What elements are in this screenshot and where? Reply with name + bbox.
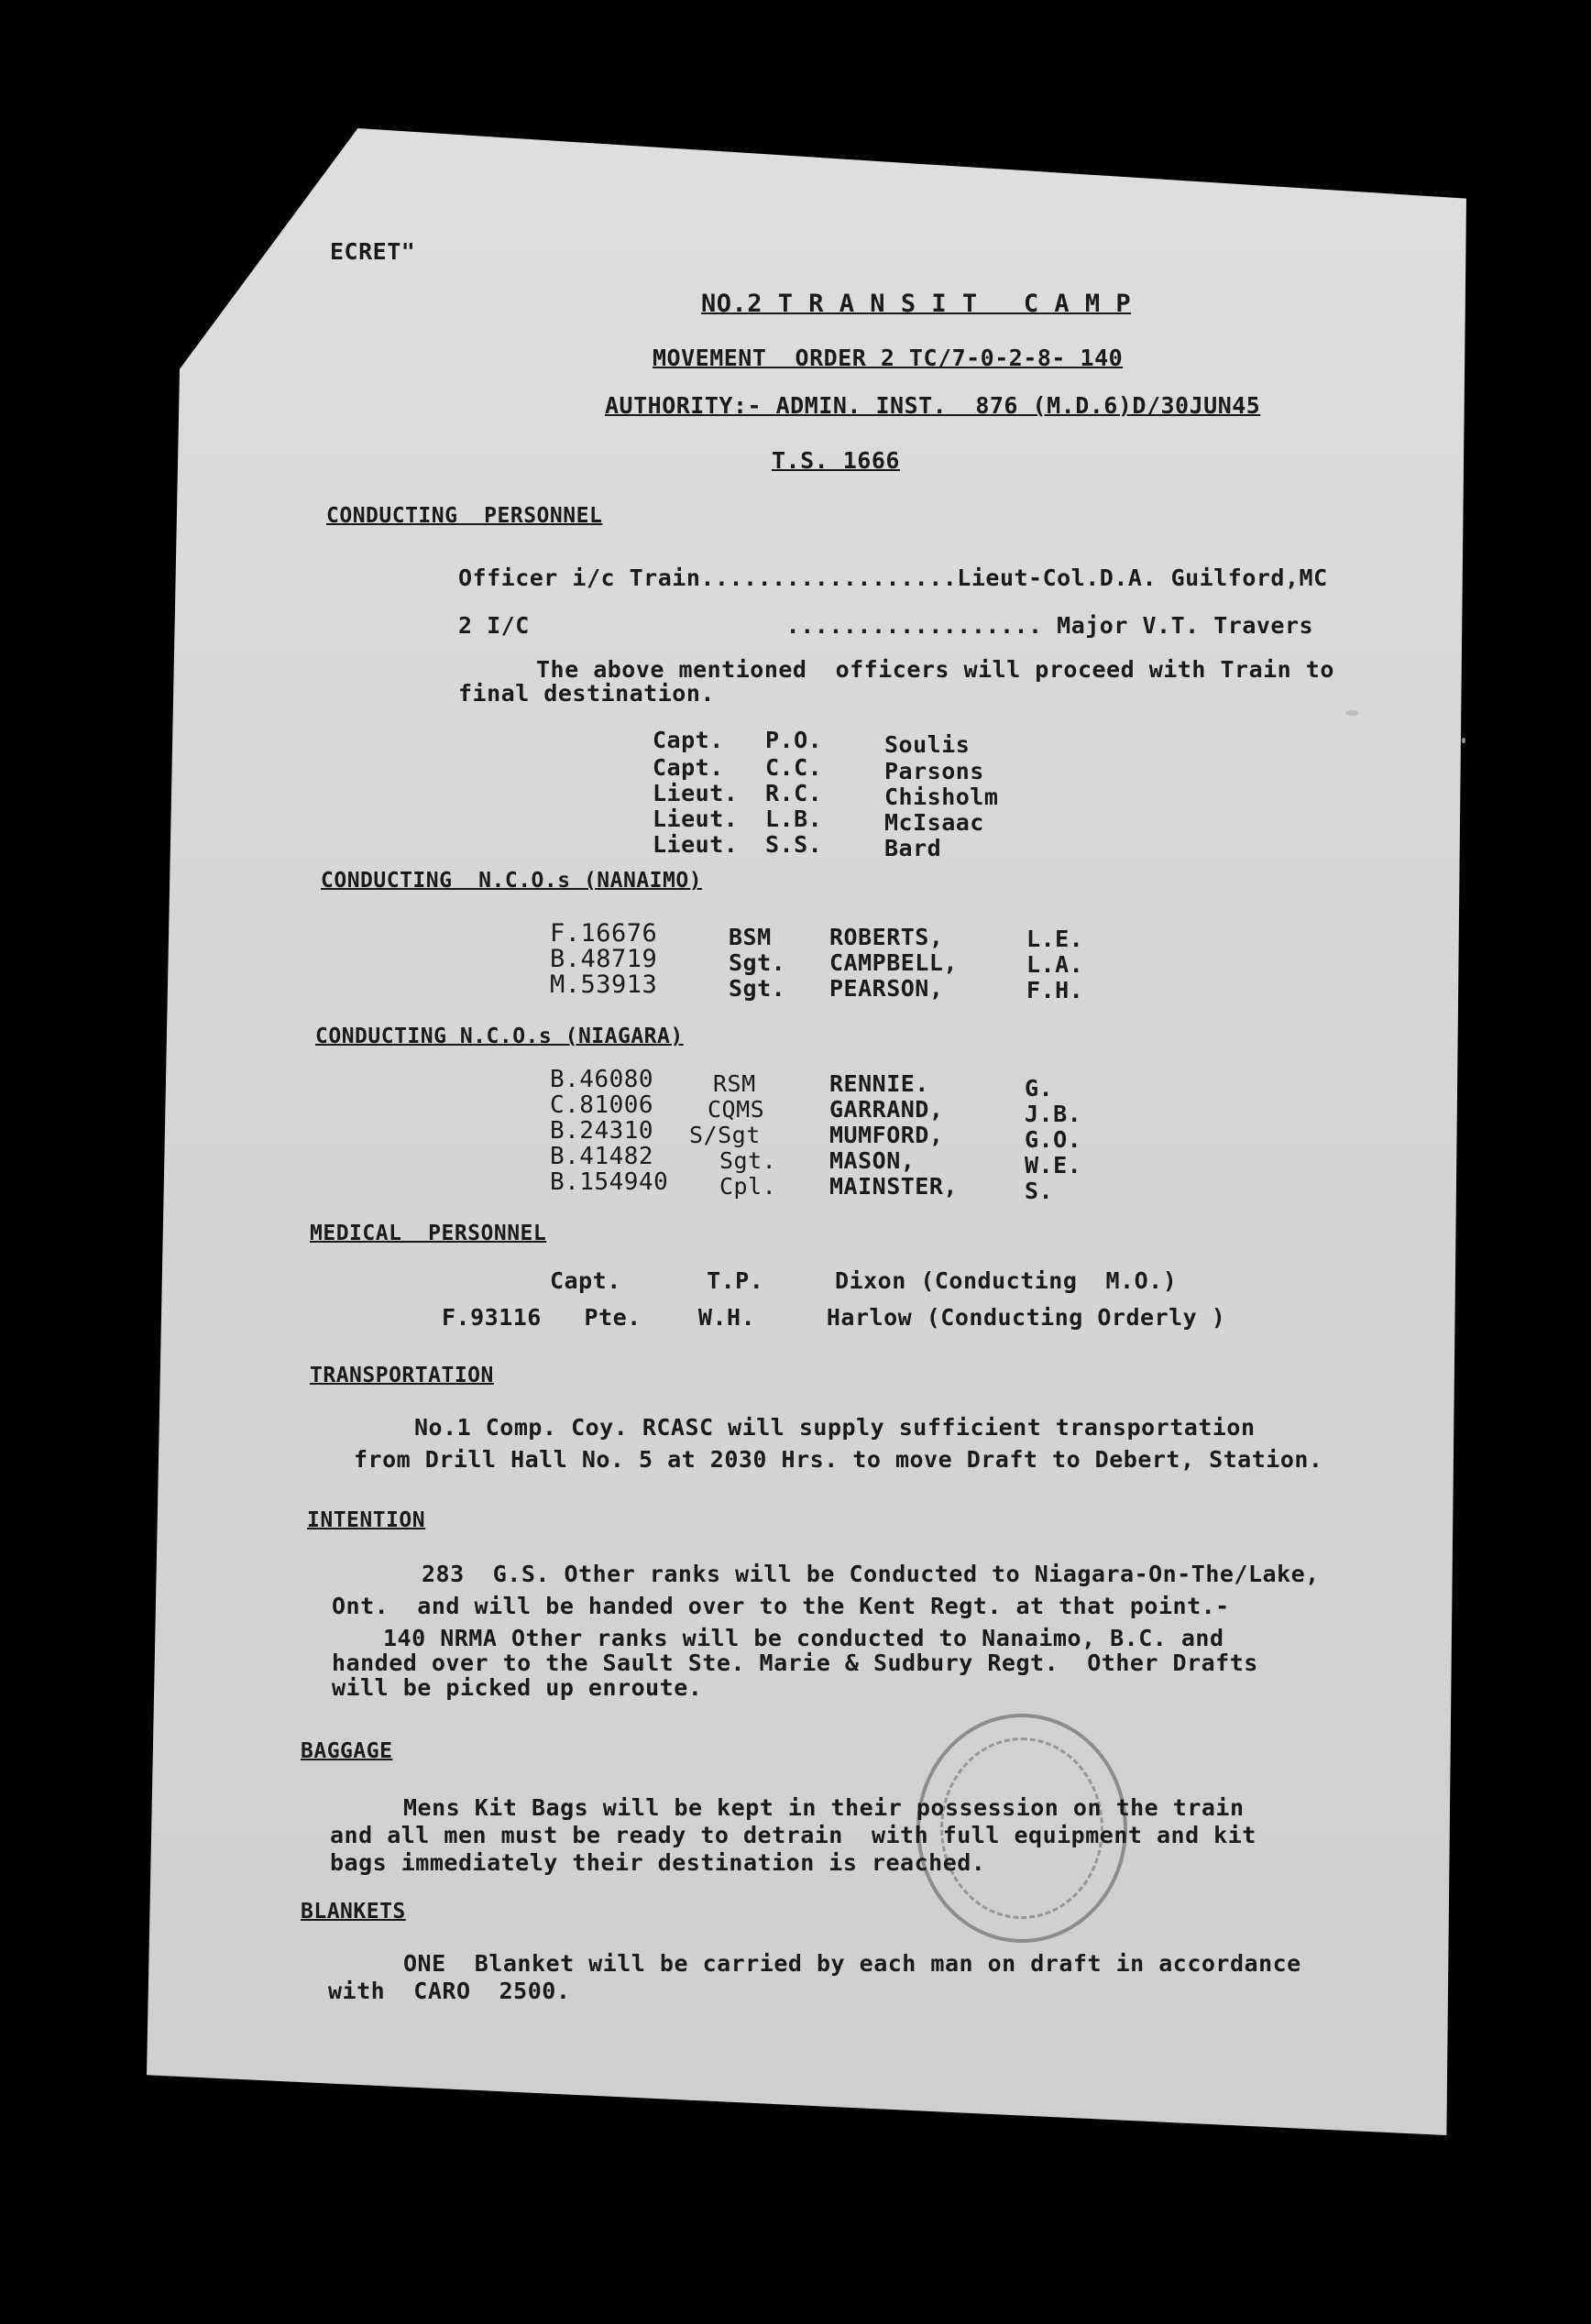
officer-initials: L.B. [765,806,823,832]
officer-initials: R.C. [765,780,823,806]
officer-name: Soulis [884,731,971,758]
classification-mark: ECRET" [330,238,416,265]
intention-text: 283 G.S. Other ranks will be Conducted to Niagara-On-The/Lake, [422,1561,1320,1587]
officer-initials: P.O. [765,727,823,753]
paper-mark [1462,738,1465,743]
officer-rank: Lieut. [653,831,739,858]
officer-name: Parsons [884,758,984,784]
nco-initials: W.E. [1025,1152,1082,1178]
nco-initials: G.O. [1025,1126,1082,1153]
nco-name: RENNIE. [829,1070,929,1097]
blankets-text: ONE Blanket will be carried by each man on draft in accordance [403,1950,1301,1977]
officer-rank: Capt. [653,754,724,781]
movement-order-line: MOVEMENT ORDER 2 TC/7-0-2-8- 140 [653,345,1124,371]
transportation-text: No.1 Comp. Coy. RCASC will supply sufficient transportation [414,1414,1256,1441]
baggage-text: Mens Kit Bags will be kept in their possession on the train [403,1794,1245,1821]
nco-name: MAINSTER, [829,1173,958,1200]
transportation-text: from Drill Hall No. 5 at 2030 Hrs. to move Draft to Debert, Station. [354,1446,1323,1473]
nco-rank: Sgt. [719,1147,777,1174]
officer-rank: Lieut. [653,780,739,806]
service-number: M.53913 [550,970,658,999]
intention-text: Ont. and will be handed over to the Kent Regt. at that point.- [332,1593,1230,1619]
section-heading-medical-personnel: MEDICAL PERSONNEL [310,1222,547,1245]
officer-initials: S.S. [765,831,823,858]
officer-rank: Capt. [653,727,724,753]
section-heading-baggage: BAGGAGE [301,1739,393,1763]
service-number: B.46080 [550,1066,654,1093]
officers-note-line: final destination. [458,680,715,707]
section-heading-conducting-personnel: CONDUCTING PERSONNEL [326,504,603,528]
officers-note-line: The above mentioned officers will proceed with Train to [536,656,1334,683]
second-in-command-line: 2 I/C .................. Major V.T. Travers [458,612,1314,639]
authority-line: AUTHORITY:- ADMIN. INST. 876 (M.D.6)D/30JUN45 [605,392,1261,419]
service-number: F.16676 [550,919,658,948]
nco-initials: G. [1025,1075,1054,1102]
nco-name: GARRAND, [829,1096,944,1123]
nco-rank: S/Sgt [689,1122,761,1148]
officer-name: Bard [884,835,942,861]
nco-rank: BSM [729,924,772,950]
nco-name: CAMPBELL, [829,949,958,976]
officer-initials: C.C. [765,754,823,781]
nco-initials: L.E. [1026,926,1084,952]
baggage-text: bags immediately their destination is reached. [330,1849,986,1876]
document-title: NO.2 T R A N S I T C A M P [701,290,1132,318]
nco-name: ROBERTS, [829,924,944,950]
officer-rank: Lieut. [653,806,739,832]
medical-line: Capt. T.P. Dixon (Conducting M.O.) [550,1267,1178,1294]
paper-mark [1345,710,1358,716]
nco-initials: F.H. [1026,977,1084,1003]
blankets-text: with CARO 2500. [328,1978,571,2004]
service-number: B.41482 [550,1143,654,1170]
service-number: C.81006 [550,1091,654,1119]
service-number: B.48719 [550,945,658,973]
baggage-text: and all men must be ready to detrain with full equipment and kit [330,1822,1256,1848]
section-heading-intention: INTENTION [307,1508,426,1532]
nco-initials: L.A. [1026,951,1084,978]
section-heading-transportation: TRANSPORTATION [310,1364,494,1387]
section-heading-blankets: BLANKETS [301,1900,406,1924]
nco-name: MUMFORD, [829,1122,944,1148]
nco-rank: RSM [713,1070,756,1097]
nco-rank: Sgt. [729,975,786,1002]
service-number: B.24310 [550,1117,654,1145]
nco-rank: CQMS [708,1096,765,1123]
section-heading-ncos-niagara: CONDUCTING N.C.O.s (NIAGARA) [315,1025,684,1048]
intention-text: 140 NRMA Other ranks will be conducted to Nanaimo, B.C. and [383,1625,1224,1651]
ts-number: T.S. 1666 [772,447,900,474]
officer-name: McIsaac [884,809,984,836]
nco-rank: Cpl. [719,1173,777,1200]
section-heading-ncos-nanaimo: CONDUCTING N.C.O.s (NANAIMO) [321,869,703,893]
nco-rank: Sgt. [729,949,786,976]
officer-in-charge-line: Officer i/c Train..................Lieut-Col.D.A. Guilford,MC [458,565,1328,591]
nco-initials: J.B. [1025,1101,1082,1127]
intention-text: handed over to the Sault Ste. Marie & Sudbury Regt. Other Drafts [332,1650,1258,1676]
service-number: B.154940 [550,1168,669,1196]
nco-initials: S. [1025,1178,1054,1204]
intention-text: will be picked up enroute. [332,1674,703,1701]
nco-name: PEARSON, [829,975,944,1002]
medical-line: F.93116 Pte. W.H. Harlow (Conducting Orderly ) [442,1304,1226,1331]
officer-name: Chisholm [884,784,999,810]
nco-name: MASON, [829,1147,916,1174]
